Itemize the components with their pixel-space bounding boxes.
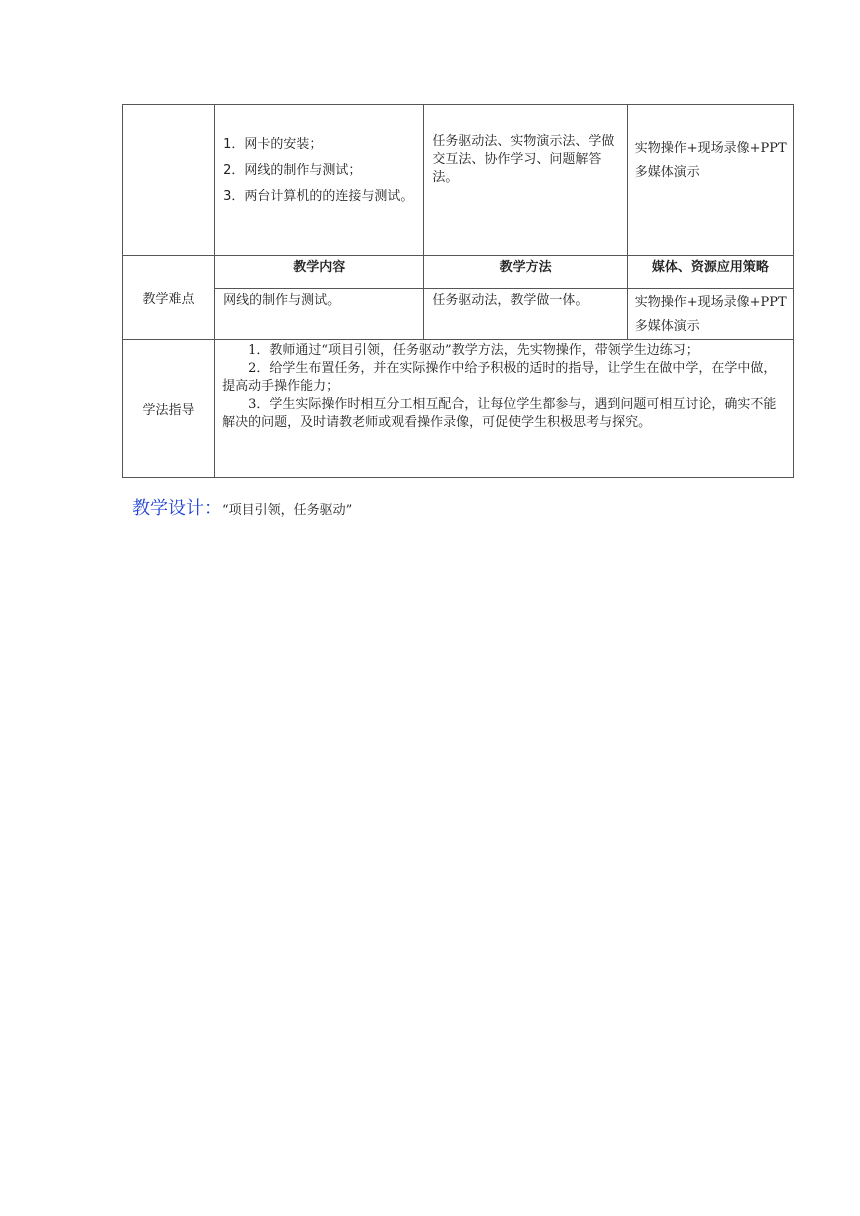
- media-text: 实物操作+现场录像+PPT 多媒体演示: [634, 141, 787, 180]
- list-item: 3．两台计算机的的连接与测试。: [223, 189, 414, 204]
- difficulty-content: 网线的制作与测试。: [223, 293, 341, 308]
- content-cell: [215, 105, 424, 256]
- header-method: 教学方法: [424, 256, 627, 289]
- header-media: 媒体、资源应用策略: [627, 256, 793, 289]
- guidance-paragraph: 1．教师通过“项目引领，任务驱动”教学方法，先实物操作，带领学生边练习；: [248, 343, 699, 358]
- header-content: 教学内容: [215, 256, 424, 289]
- methods-text: 任务驱动法、实物演示法、学做交互法、协作学习、问题解答法。: [432, 134, 615, 185]
- guidance-row: [123, 340, 794, 478]
- key-points-row: [123, 105, 794, 256]
- guidance-text: [215, 340, 793, 432]
- list-item: 1．网卡的安装；: [223, 137, 323, 152]
- difficulty-media-cell: [627, 289, 793, 340]
- guidance-label: 学法指导: [123, 340, 215, 478]
- guidance-paragraph: 2．给学生布置任务，并在实际操作中给予积极的适时的指导，让学生在做中学，在学中做，提高动手操作能力；: [222, 361, 777, 394]
- difficulty-header-row: [123, 256, 794, 289]
- guidance-paragraph: 3．学生实际操作时相互分工相互配合，让每位学生都参与，遇到问题可相互讨论，确实不能解决的问题，及时请教老师或观看操作录像，可促使学生积极思考与探究。: [222, 397, 777, 430]
- difficulty-body-row: [123, 289, 794, 340]
- lesson-plan-table: [122, 104, 794, 478]
- difficulty-method: 任务驱动法，教学做一体。: [432, 293, 589, 308]
- teaching-design-text: “项目引领，任务驱动”: [222, 503, 353, 518]
- guidance-cell: [215, 340, 794, 478]
- difficulty-media: 实物操作+现场录像+PPT 多媒体演示: [634, 295, 787, 334]
- media-cell: [627, 105, 793, 256]
- methods-cell: [424, 105, 627, 256]
- teaching-design-heading: 教学设计：: [132, 498, 222, 519]
- difficulty-content-cell: [215, 289, 424, 340]
- difficulty-method-cell: [424, 289, 627, 340]
- difficulty-label: 教学难点: [123, 256, 215, 340]
- content-list: [215, 105, 423, 207]
- teaching-design-line: [132, 494, 352, 520]
- empty-label-cell: [123, 105, 215, 256]
- list-item: 2．网线的制作与测试；: [223, 163, 362, 178]
